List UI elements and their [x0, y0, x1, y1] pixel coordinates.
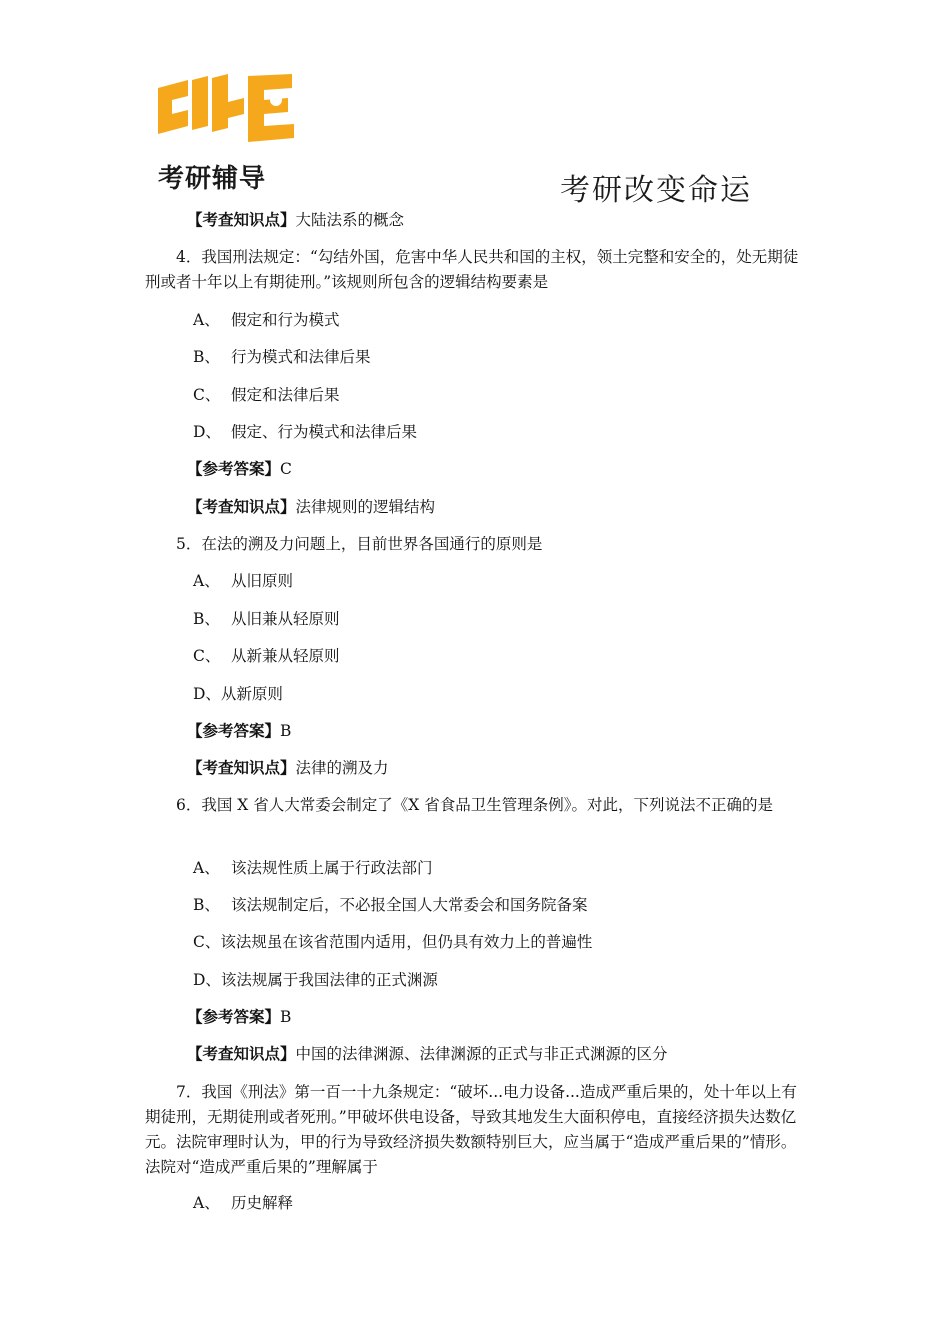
q4-option-b: B、 行为模式和法律后果 — [193, 348, 371, 366]
logo-subtitle: 考研辅导 — [158, 164, 267, 194]
q5-option-c: C、 从新兼从轻原则 — [193, 647, 340, 665]
q5-knowledge-point — [187, 756, 389, 781]
q6-option-b: B、 该法规制定后，不必报全国人大常委会和国务院备案 — [193, 896, 588, 914]
q4-knowledge-point — [187, 495, 435, 520]
answer-value: B — [280, 1008, 292, 1026]
knowledge-point-text: 大陆法系的概念 — [295, 211, 405, 229]
q5-stem: 5．在法的溯及力问题上，目前世界各国通行的原则是 — [176, 535, 543, 553]
q4-option-a: A、 假定和行为模式 — [193, 311, 340, 329]
knowledge-point-label: 【考查知识点】 — [187, 1045, 296, 1063]
knowledge-point-label: 【考查知识点】 — [187, 759, 296, 777]
q5-option-b: B、 从旧兼从轻原则 — [193, 610, 340, 628]
knowledge-point-text: 法律规则的逻辑结构 — [295, 498, 436, 516]
q6-option-a: A、 该法规性质上属于行政法部门 — [193, 859, 433, 877]
q4-answer — [187, 457, 292, 482]
q6-option-d: D、该法规属于我国法律的正式渊源 — [193, 971, 438, 989]
answer-label: 【参考答案】 — [187, 460, 281, 478]
answer-label: 【参考答案】 — [187, 722, 281, 740]
q7-option-a: A、 历史解释 — [193, 1194, 294, 1212]
knowledge-point-text: 中国的法律渊源、法律渊源的正式与非正式渊源的区分 — [295, 1045, 668, 1063]
q7-stem: 7．我国《刑法》第一百一十九条规定：“破坏...电力设备...造成严重后果的，处十年以上有期徒刑，无期徒刑或者死刑。”甲破坏供电设备，导致其地发生大面积停电，直接经济损失达数亿元。法院审理时认为，甲的行为导致经济损失数额特别巨大，应当属于“造成严重后果的”情形。法院对“造成严重后果的”理解属于 — [145, 1083, 797, 1176]
q6-answer — [187, 1005, 291, 1030]
q6-stem: 6．我国 X 省人大常委会制定了《X 省食品卫生管理条例》。对此，下列说法不正确的是 — [176, 796, 773, 814]
q5-option-a: A、 从旧原则 — [193, 572, 294, 590]
answer-label: 【参考答案】 — [187, 1008, 281, 1026]
q3-knowledge-point — [187, 208, 404, 233]
q5-answer — [187, 719, 291, 744]
q6-option-c: C、该法规虽在该省范围内适用，但仍具有效力上的普遍性 — [193, 933, 593, 951]
knowledge-point-text: 法律的溯及力 — [295, 759, 389, 777]
logo-graphic — [158, 74, 294, 142]
knowledge-point-label: 【考查知识点】 — [187, 211, 296, 229]
answer-value: C — [280, 460, 292, 478]
q5-option-d: D、从新原则 — [193, 685, 283, 703]
header-slogan: 考研改变命运 — [560, 173, 752, 208]
q4-option-d: D、 假定、行为模式和法律后果 — [193, 423, 418, 441]
q4-stem: 4．我国刑法规定：“勾结外国，危害中华人民共和国的主权，领土完整和安全的，处无期徒刑或者十年以上有期徒刑。”该规则所包含的逻辑结构要素是 — [145, 248, 799, 291]
q4-option-c: C、 假定和法律后果 — [193, 386, 340, 404]
answer-value: B — [280, 722, 292, 740]
knowledge-point-label: 【考查知识点】 — [187, 498, 296, 516]
q6-knowledge-point — [187, 1042, 668, 1067]
